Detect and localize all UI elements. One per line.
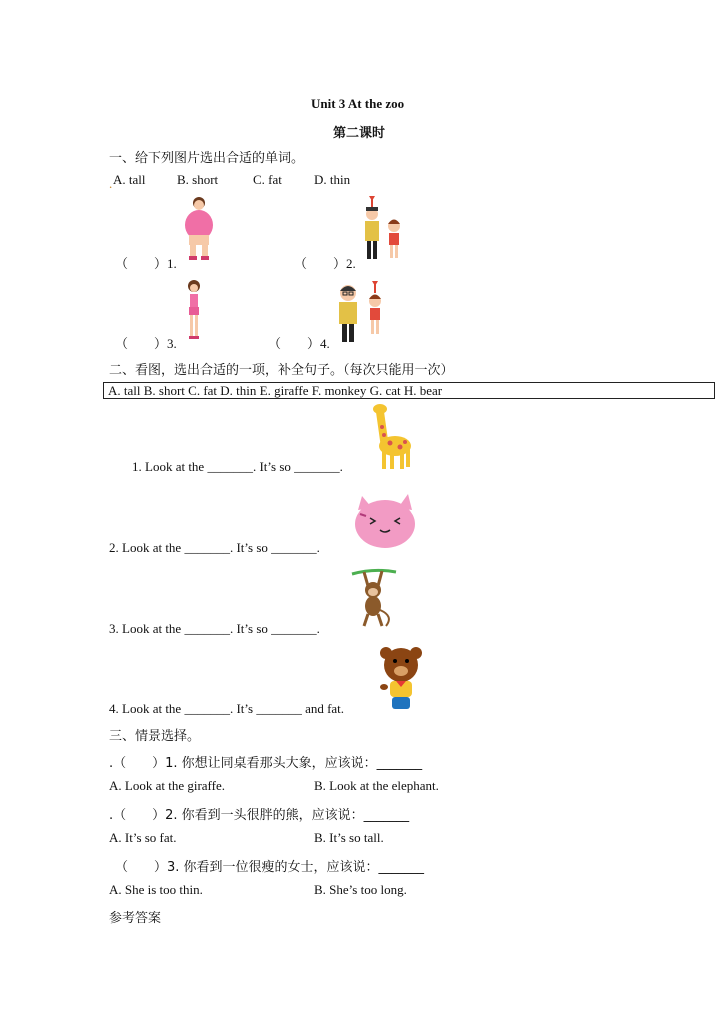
part3-q1-option-b: B. Look at the elephant. <box>314 778 439 793</box>
part3-q3-option-a: A. She is too thin. <box>109 882 203 897</box>
part1-item-2: （ ）2. <box>294 256 356 271</box>
part2-item-4: 4. Look at the _______. It’s _______ and fat. <box>109 701 345 716</box>
part2-item-2: 2. Look at the _______. It’s so _______. <box>109 540 320 555</box>
part1-item-3: （ ）3. <box>115 336 177 351</box>
part3-question-3: （ ）3. 你看到一位很瘦的女士，应该说：_______ <box>115 860 425 875</box>
part3-question-2: .（ ）2. 你看到一头很胖的熊，应该说：_______ <box>109 808 410 823</box>
part1-item-4: （ ）4. <box>268 336 330 351</box>
part3-q1-option-a: A. Look at the giraffe. <box>109 778 225 793</box>
bear-picture <box>378 643 424 713</box>
part1-option-c: C. fat <box>253 172 282 187</box>
page-title: Unit 3 At the zoo <box>311 96 405 111</box>
part1-heading: 一、给下列图片选出合适的单词。 <box>109 151 305 166</box>
cat-picture <box>352 486 418 552</box>
bullet-dot: . <box>109 176 113 191</box>
page-subtitle: 第二课时 <box>333 126 386 141</box>
part2-item-1: 1. Look at the _______. It’s so _______. <box>132 459 343 474</box>
part1-option-b: B. short <box>177 172 219 187</box>
tall-short-picture <box>360 196 404 262</box>
part2-options-box: A. tall B. short C. fat D. thin E. giraffe F. monkey G. cat H. bear <box>103 382 715 399</box>
part3-question-1: .（ ）1. 你想让同桌看那头大象，应该说：_______ <box>109 756 423 771</box>
part3-q3-option-b: B. She’s too long. <box>314 882 407 897</box>
part1-item-1: （ ）1. <box>115 256 177 271</box>
part3-q2-option-b: B. It’s so tall. <box>314 830 384 845</box>
fat-woman-picture <box>182 195 216 261</box>
part1-option-d: D. thin <box>314 172 351 187</box>
part1-option-a: A. tall <box>113 172 146 187</box>
monkey-picture <box>350 566 398 630</box>
man-girl-picture <box>335 279 387 345</box>
part3-heading: 三、情景选择。 <box>109 729 201 744</box>
giraffe-picture <box>370 401 416 471</box>
thin-woman-picture <box>183 279 205 341</box>
part2-heading: 二、看图，选出合适的一项，补全句子。（每次只能用一次） <box>109 363 454 378</box>
part2-item-3: 3. Look at the _______. It’s so _______. <box>109 621 320 636</box>
part3-q2-option-a: A. It’s so fat. <box>109 830 177 845</box>
answers-heading: 参考答案 <box>109 911 162 926</box>
